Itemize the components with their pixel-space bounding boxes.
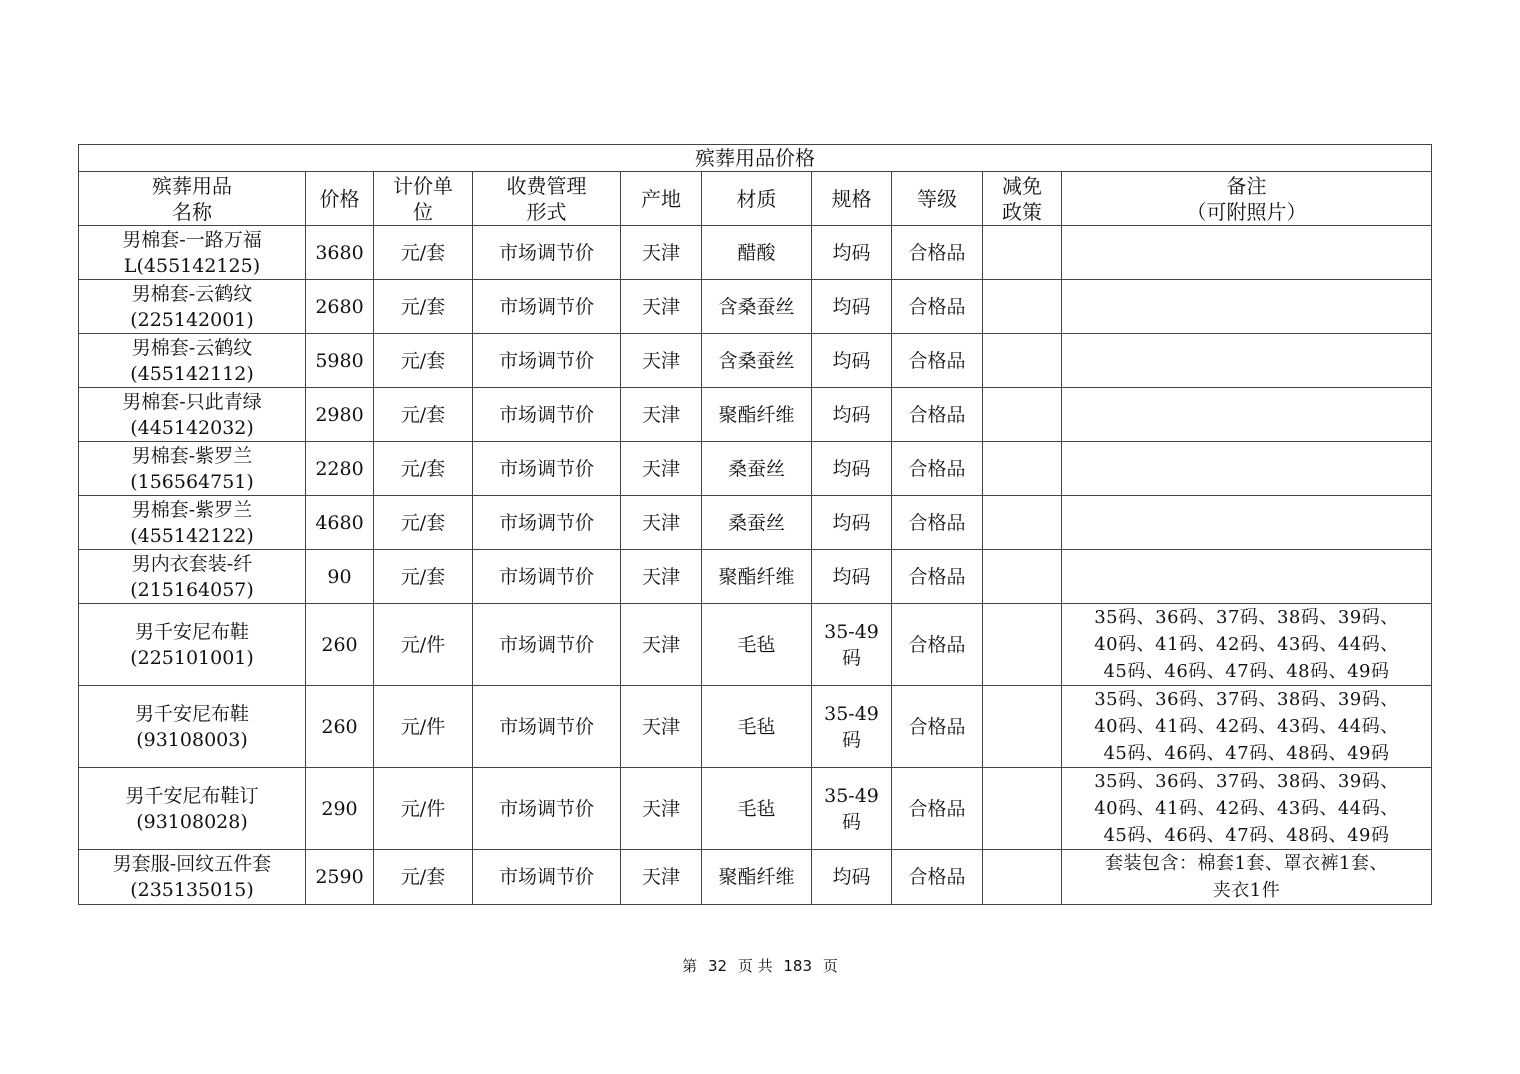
cell-relief: [983, 604, 1062, 686]
cell-name-line: 男千安尼布鞋: [134, 702, 249, 725]
header-price: 价格: [306, 172, 374, 226]
cell-note-line: 夹衣1件: [1212, 880, 1281, 901]
cell-note-line: 35码、36码、37码、38码、39码、: [1094, 607, 1399, 628]
cell-note: [1062, 280, 1432, 334]
cell-material: 桑蚕丝: [702, 496, 812, 550]
header-grade: 等级: [892, 172, 983, 226]
cell-spec: [812, 686, 892, 768]
cell-spec-line: 均码: [832, 349, 871, 372]
cell-spec-line: 均码: [832, 403, 871, 426]
cell-note: [1062, 442, 1432, 496]
cell-spec: [812, 226, 892, 280]
cell-grade: 合格品: [892, 496, 983, 550]
cell-unit: 元/件: [374, 768, 473, 850]
cell-material: 含桑蚕丝: [702, 334, 812, 388]
cell-relief: [983, 496, 1062, 550]
cell-spec-line: 码: [841, 728, 861, 751]
cell-unit: 元/套: [374, 280, 473, 334]
cell-price: 5980: [306, 334, 374, 388]
cell-name-line: (93108028): [136, 810, 248, 833]
cell-name-line: 男棉套-紫罗兰: [131, 444, 253, 467]
cell-price: 4680: [306, 496, 374, 550]
cell-spec: [812, 604, 892, 686]
cell-name-line: 男千安尼布鞋订: [125, 784, 259, 807]
cell-grade: 合格品: [892, 226, 983, 280]
cell-grade: 合格品: [892, 604, 983, 686]
cell-relief: [983, 280, 1062, 334]
table-row: [79, 280, 1432, 334]
cell-name-line: (455142122): [130, 524, 254, 547]
cell-origin: 天津: [621, 226, 702, 280]
header-note-line2: （可附照片）: [1186, 199, 1307, 224]
cell-note-line: 45码、46码、47码、48码、49码: [1103, 743, 1390, 764]
header-mgmt-line2: 形式: [526, 199, 567, 224]
cell-name: [79, 550, 306, 604]
header-unit: [374, 172, 473, 226]
cell-origin: 天津: [621, 850, 702, 905]
cell-mgmt: 市场调节价: [473, 604, 621, 686]
cell-name: [79, 604, 306, 686]
table-title: 殡葬用品价格: [79, 145, 1432, 172]
cell-note-line: 35码、36码、37码、38码、39码、: [1094, 689, 1399, 710]
header-unit-line2: 位: [413, 199, 433, 224]
cell-spec-line: 均码: [832, 295, 871, 318]
page-footer: [0, 955, 1520, 976]
cell-spec-line: 码: [841, 646, 861, 669]
header-relief-line2: 政策: [1002, 199, 1042, 224]
cell-spec-line: 均码: [832, 511, 871, 534]
header-unit-line1: 计价单: [393, 173, 453, 198]
header-note-line1: 备注: [1226, 173, 1267, 198]
cell-unit: 元/件: [374, 604, 473, 686]
cell-note-line: 35码、36码、37码、38码、39码、: [1094, 771, 1399, 792]
cell-origin: 天津: [621, 768, 702, 850]
table-row: [79, 496, 1432, 550]
cell-name: [79, 334, 306, 388]
header-relief: [983, 172, 1062, 226]
cell-spec: [812, 334, 892, 388]
cell-grade: 合格品: [892, 850, 983, 905]
header-name-line2: 名称: [172, 199, 212, 224]
cell-note: [1062, 604, 1432, 686]
cell-mgmt: 市场调节价: [473, 850, 621, 905]
cell-spec: [812, 280, 892, 334]
cell-name-line: (235135015): [130, 879, 254, 901]
cell-note: [1062, 388, 1432, 442]
header-relief-line1: 减免: [1002, 173, 1042, 198]
table-row: [79, 442, 1432, 496]
cell-relief: [983, 226, 1062, 280]
cell-material: 聚酯纤维: [702, 550, 812, 604]
cell-price: 260: [306, 604, 374, 686]
cell-material: 毛毡: [702, 768, 812, 850]
cell-spec: [812, 442, 892, 496]
cell-material: 桑蚕丝: [702, 442, 812, 496]
cell-name: [79, 280, 306, 334]
cell-price: 2280: [306, 442, 374, 496]
cell-origin: 天津: [621, 388, 702, 442]
cell-mgmt: 市场调节价: [473, 496, 621, 550]
cell-name-line: 男棉套-云鹤纹: [131, 282, 253, 305]
cell-spec-line: 35-49: [824, 784, 879, 807]
header-mgmt-line1: 收费管理: [506, 173, 587, 198]
price-table: [78, 144, 1432, 905]
cell-spec-line: 均码: [832, 866, 871, 888]
cell-name: [79, 388, 306, 442]
page-number: 32: [707, 957, 728, 975]
cell-mgmt: 市场调节价: [473, 334, 621, 388]
cell-relief: [983, 388, 1062, 442]
cell-grade: 合格品: [892, 334, 983, 388]
cell-unit: 元/套: [374, 388, 473, 442]
cell-relief: [983, 442, 1062, 496]
cell-name-line: L(455142125): [123, 254, 261, 277]
cell-price: 3680: [306, 226, 374, 280]
cell-grade: 合格品: [892, 388, 983, 442]
cell-note-line: 套装包含：棉套1套、罩衣裤1套、: [1105, 853, 1388, 874]
cell-mgmt: 市场调节价: [473, 442, 621, 496]
cell-name-line: 男棉套-紫罗兰: [131, 498, 253, 521]
cell-name: [79, 850, 306, 905]
cell-price: 2590: [306, 850, 374, 905]
cell-note-line: 40码、41码、42码、43码、44码、: [1094, 798, 1399, 819]
cell-name-line: 男棉套-一路万福: [122, 228, 262, 251]
cell-spec: [812, 768, 892, 850]
table-row: [79, 850, 1432, 905]
cell-spec: [812, 850, 892, 905]
total-pages: 183: [783, 957, 813, 975]
cell-note: [1062, 496, 1432, 550]
cell-price: 90: [306, 550, 374, 604]
cell-name-line: 男套服-回纹五件套: [112, 853, 272, 875]
table-row: [79, 604, 1432, 686]
cell-spec: [812, 496, 892, 550]
cell-grade: 合格品: [892, 768, 983, 850]
cell-mgmt: 市场调节价: [473, 280, 621, 334]
cell-origin: 天津: [621, 334, 702, 388]
cell-name-line: (225142001): [130, 308, 254, 331]
cell-unit: 元/套: [374, 496, 473, 550]
cell-origin: 天津: [621, 604, 702, 686]
cell-grade: 合格品: [892, 686, 983, 768]
cell-name-line: 男千安尼布鞋: [134, 620, 249, 643]
cell-note: [1062, 334, 1432, 388]
table-row: [79, 334, 1432, 388]
table-row: [79, 686, 1432, 768]
cell-relief: [983, 334, 1062, 388]
cell-price: 2980: [306, 388, 374, 442]
cell-price: 2680: [306, 280, 374, 334]
header-material: 材质: [702, 172, 812, 226]
cell-note: [1062, 850, 1432, 905]
footer-middle: 页 共: [737, 957, 773, 975]
cell-name-line: (93108003): [136, 728, 248, 751]
cell-unit: 元/套: [374, 334, 473, 388]
cell-relief: [983, 550, 1062, 604]
cell-name: [79, 686, 306, 768]
cell-note: [1062, 768, 1432, 850]
table-row: [79, 388, 1432, 442]
footer-prefix: 第: [682, 957, 698, 975]
cell-price: 290: [306, 768, 374, 850]
header-note: [1062, 172, 1432, 226]
cell-spec-line: 码: [841, 810, 861, 833]
header-spec: 规格: [812, 172, 892, 226]
cell-note: [1062, 686, 1432, 768]
cell-spec-line: 均码: [832, 241, 871, 264]
cell-relief: [983, 850, 1062, 905]
cell-grade: 合格品: [892, 550, 983, 604]
cell-name-line: (156564751): [130, 470, 254, 493]
table-row: [79, 550, 1432, 604]
cell-spec-line: 35-49: [824, 702, 879, 725]
cell-material: 聚酯纤维: [702, 850, 812, 905]
header-origin: 产地: [621, 172, 702, 226]
cell-name: [79, 768, 306, 850]
cell-spec-line: 35-49: [824, 620, 879, 643]
cell-unit: 元/套: [374, 442, 473, 496]
cell-note-line: 45码、46码、47码、48码、49码: [1103, 661, 1390, 682]
cell-note-line: 45码、46码、47码、48码、49码: [1103, 825, 1390, 846]
cell-note: [1062, 226, 1432, 280]
cell-name-line: 男棉套-只此青绿: [122, 390, 262, 413]
table-row: [79, 226, 1432, 280]
cell-relief: [983, 768, 1062, 850]
cell-unit: 元/套: [374, 850, 473, 905]
cell-name: [79, 496, 306, 550]
footer-suffix: 页: [822, 957, 838, 975]
cell-mgmt: 市场调节价: [473, 768, 621, 850]
cell-grade: 合格品: [892, 442, 983, 496]
cell-price: 260: [306, 686, 374, 768]
cell-mgmt: 市场调节价: [473, 226, 621, 280]
cell-name-line: 男棉套-云鹤纹: [131, 336, 253, 359]
cell-name-line: (215164057): [130, 578, 254, 601]
cell-unit: 元/套: [374, 550, 473, 604]
header-name-line1: 殡葬用品: [152, 173, 232, 198]
cell-name: [79, 442, 306, 496]
cell-material: 毛毡: [702, 604, 812, 686]
cell-origin: 天津: [621, 496, 702, 550]
cell-material: 醋酸: [702, 226, 812, 280]
header-name: [79, 172, 306, 226]
cell-spec: [812, 550, 892, 604]
cell-note-line: 40码、41码、42码、43码、44码、: [1094, 634, 1399, 655]
cell-origin: 天津: [621, 442, 702, 496]
cell-origin: 天津: [621, 280, 702, 334]
cell-name-line: (225101001): [130, 646, 254, 669]
cell-name-line: 男内衣套装-纤: [131, 552, 253, 575]
header-row: [79, 172, 1432, 226]
cell-note: [1062, 550, 1432, 604]
cell-origin: 天津: [621, 686, 702, 768]
cell-unit: 元/套: [374, 226, 473, 280]
cell-origin: 天津: [621, 550, 702, 604]
cell-spec-line: 均码: [832, 457, 871, 480]
cell-relief: [983, 686, 1062, 768]
cell-name-line: (445142032): [130, 416, 254, 439]
cell-unit: 元/件: [374, 686, 473, 768]
cell-mgmt: 市场调节价: [473, 686, 621, 768]
cell-name: [79, 226, 306, 280]
header-mgmt: [473, 172, 621, 226]
cell-note-line: 40码、41码、42码、43码、44码、: [1094, 716, 1399, 737]
cell-mgmt: 市场调节价: [473, 388, 621, 442]
cell-material: 聚酯纤维: [702, 388, 812, 442]
table-row: [79, 768, 1432, 850]
cell-material: 毛毡: [702, 686, 812, 768]
cell-spec-line: 均码: [832, 565, 871, 588]
cell-mgmt: 市场调节价: [473, 550, 621, 604]
cell-grade: 合格品: [892, 280, 983, 334]
cell-material: 含桑蚕丝: [702, 280, 812, 334]
cell-name-line: (455142112): [130, 362, 254, 385]
cell-spec: [812, 388, 892, 442]
